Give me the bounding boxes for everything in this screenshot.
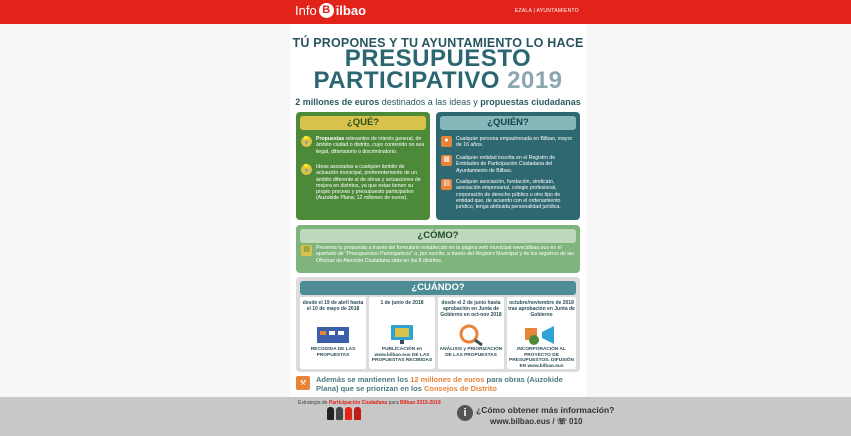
timeline-step-3: desde el 2 de junio hasta aprobación en Junta de Gobierno en oct-nov 2018 ANÁLISIS y PRIORIZACIÓN DE LAS PROPUESTAS — [438, 297, 504, 369]
megaphone-icon — [507, 323, 576, 347]
headline-presupuesto: PRESUPUESTO — [344, 45, 532, 72]
top-bar — [0, 0, 851, 24]
more-info-question: ¿Cómo obtener más información? — [476, 405, 615, 415]
headline-year: 2019 — [507, 67, 563, 94]
footer — [0, 397, 851, 436]
logo-b-badge: B — [319, 3, 334, 18]
hammer-icon: ⚒ — [296, 376, 310, 390]
logo-bilbao-text: ilbao — [335, 3, 367, 18]
logo-info-text: Info — [295, 3, 317, 18]
headline-2 — [290, 45, 586, 94]
info-icon: i — [457, 405, 473, 421]
que-title: ¿QUÉ? — [300, 116, 426, 130]
more-info-url[interactable]: www.bilbao.eus / ☏ 010 — [490, 417, 583, 426]
que-box — [296, 112, 430, 220]
subheadline: 2 millones de euros destinados a las ideas y propuestas ciudadanas — [295, 97, 581, 107]
timeline-step-1: desde el 19 de abril hasta el 10 de mayo de 2018 RECOGIDA DE LAS PROPUESTAS — [300, 297, 366, 369]
cuando-box — [296, 277, 580, 372]
calendar-icon — [300, 323, 366, 347]
organization-icon: ▤ — [441, 179, 452, 190]
participation-people-icon — [327, 407, 361, 420]
timeline-step-2: 1 de junio de 2018 PUBLICACIÓN en www.bilbao.eus DE LAS PROPUESTAS RECIBIDAS — [369, 297, 435, 369]
magnifier-icon — [438, 323, 504, 347]
building-icon: ▦ — [441, 155, 452, 166]
lightbulb-icon: 💡 — [301, 164, 312, 175]
quien-item-2: ▦ Cualquier entidad inscrita en el Registro de Entidades de Participación Ciudadana del Ayuntamiento de Bilbao. — [441, 155, 575, 174]
quien-item-3: ▤ Cualquier asociación, fundación, sindicato, asociación empresarial, colegio profesional, corporación de derecho público u otro tipo de entidad que, de acuerdo con el ordenamiento jurídico, tenga atribuida personalidad jurídica. — [441, 179, 575, 210]
poster — [290, 24, 586, 397]
infobilbao-logo[interactable] — [295, 3, 366, 18]
lightbulb-icon: 💡 — [301, 136, 312, 147]
como-title: ¿CÓMO? — [300, 229, 576, 243]
timeline-step-4: octubre/noviembre de 2018 tras aprobación en Junta de Gobierno INCORPORACIÓN AL PROYECTO DE PRESUPUESTOS. DIFUSIÓN EN www.bilbao.eus — [507, 297, 576, 369]
cuando-title: ¿CUÁNDO? — [300, 281, 576, 295]
quien-item-1: ● Cualquier persona empadronada en Bilbao, mayor de 16 años. — [441, 136, 575, 149]
monitor-icon — [369, 323, 435, 347]
headline-1: TÚ PROPONES Y TU AYUNTAMIENTO LO HACE — [292, 36, 584, 50]
bottom-note: ⚒ Además se mantienen los 12 millones de euros para obras (Auzokide Plana) que se priorizan en los Consejos de Distrito — [296, 376, 580, 393]
quien-box — [436, 112, 580, 220]
headline-participativo: PARTICIPATIVO — [313, 67, 500, 94]
que-item-1: 💡 Propuestas relevantes de interés general, de ámbito ciudad o distrito, cuyo contenido no sea ilegal, difamatorio o discriminatorio. — [302, 136, 425, 155]
top-links[interactable]: EZALA | AYUNTAMIENTO — [514, 8, 579, 14]
como-text: ▤ Presenta tu propuesta a través del formulario establecido en la página web municipal www.bilbao.eus en el apartado de "Presupuestos Participativos" o, por escrito, a través del Registro Municipal y de los registros de las Oficinas de Atención Ciudadana sitas en los 8 distritos. — [301, 245, 575, 264]
quien-title: ¿QUIÉN? — [440, 116, 576, 130]
people-icon: ● — [441, 136, 452, 147]
strategy-text: Estrategia de Participación Ciudadana para Bilbao 2015-2019 — [298, 400, 441, 406]
que-item-2: 💡 Ideas asociadas a cualquier ámbito de actuación municipal, preferentemente de un ámbito diferente al de obras y actuaciones de mejora en distritos, ya que estas tienen su propio proceso y presupuesto participativo (Auzokide Plana; 12 millones de euros). — [302, 164, 421, 202]
como-box — [296, 225, 580, 273]
form-icon: ▤ — [301, 245, 312, 256]
